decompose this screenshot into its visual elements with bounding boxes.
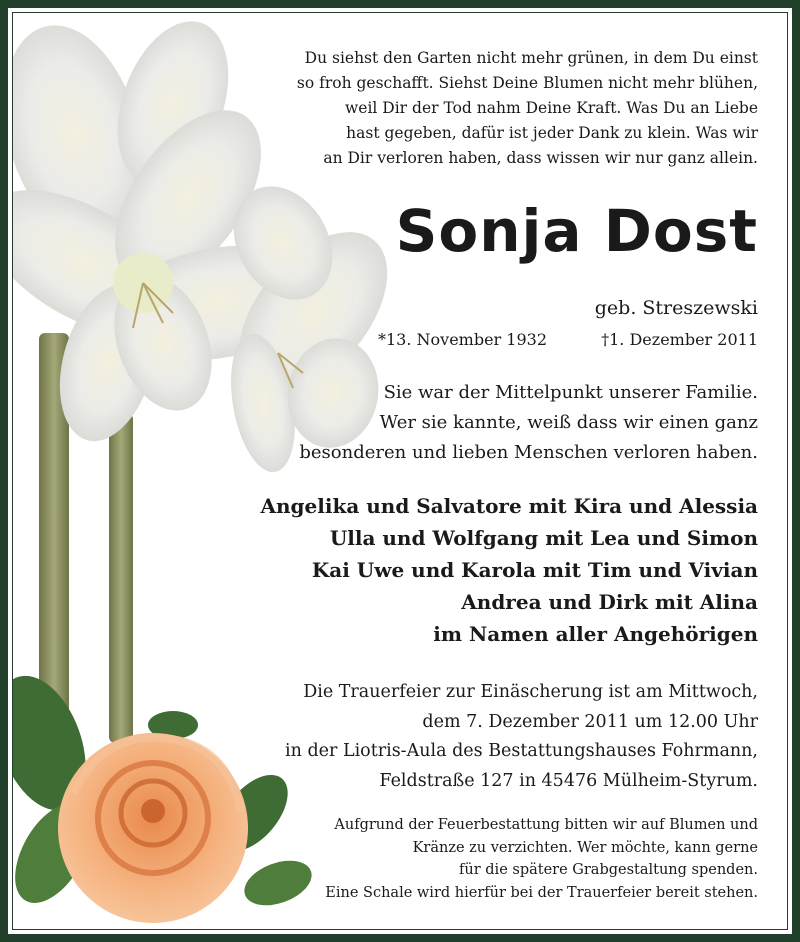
tribute-line: Sie war der Mittelpunkt unserer Familie. (383, 382, 758, 403)
poem-line: weil Dir der Tod nahm Deine Kraft. Was Du an Liebe (345, 99, 758, 117)
funeral-line: dem 7. Dezember 2011 um 12.00 Uhr (422, 711, 758, 732)
mourner-line: im Namen aller Angehörigen (433, 622, 758, 646)
lily-stem-right (109, 413, 133, 743)
poem-line: so froh geschafft. Siehst Deine Blumen nicht mehr blühen, (296, 74, 758, 92)
mourner-line: Angelika und Salvatore mit Kira und Alessia (260, 494, 758, 518)
notice-line: Eine Schale wird hierfür bei der Trauerfeier bereit stehen. (325, 884, 758, 901)
funeral-line: in der Liotris-Aula des Bestattungshauses Fohrmann, (285, 741, 758, 761)
rose (58, 733, 248, 923)
mourner-line: Andrea und Dirk mit Alina (461, 590, 758, 614)
funeral-line: Die Trauerfeier zur Einäscherung ist am Mittwoch, (303, 682, 758, 702)
death-date: †1. Dezember 2011 (601, 330, 758, 349)
notice-line: Aufgrund der Feuerbestattung bitten wir auf Blumen und (334, 817, 758, 833)
birth-date: *13. November 1932 (378, 330, 548, 349)
tribute-text (258, 378, 758, 468)
tribute-line: Wer sie kannte, weiß dass wir einen ganz (379, 412, 758, 433)
poem-line: hast gegeben, dafür ist jeder Dank zu klein. Was wir (346, 124, 758, 142)
funeral-line: Feldstraße 127 in 45476 Mülheim-Styrum. (379, 770, 758, 791)
mourner-line: Ulla und Wolfgang mit Lea und Simon (329, 526, 758, 550)
funeral-details (238, 678, 758, 796)
notice-line: für die spätere Grabgestaltung spenden. (459, 862, 758, 878)
deceased-name: Sonja Dost (395, 197, 758, 265)
birth-name: geb. Streszewski (594, 297, 758, 319)
poem-line: Du siehst den Garten nicht mehr grünen, in dem Du einst (304, 49, 758, 67)
mourner-line: Kai Uwe und Karola mit Tim und Vivian (311, 558, 758, 582)
tribute-line: besonderen und lieben Menschen verloren haben. (299, 442, 758, 463)
life-dates (378, 328, 758, 352)
poem (238, 46, 758, 171)
notice-line: Kränze zu verzichten. Wer möchte, kann gerne (412, 839, 758, 856)
poem-line: an Dir verloren haben, dass wissen wir nur ganz allein. (323, 149, 758, 167)
donation-notice (238, 814, 758, 904)
mourners-list (198, 490, 758, 650)
